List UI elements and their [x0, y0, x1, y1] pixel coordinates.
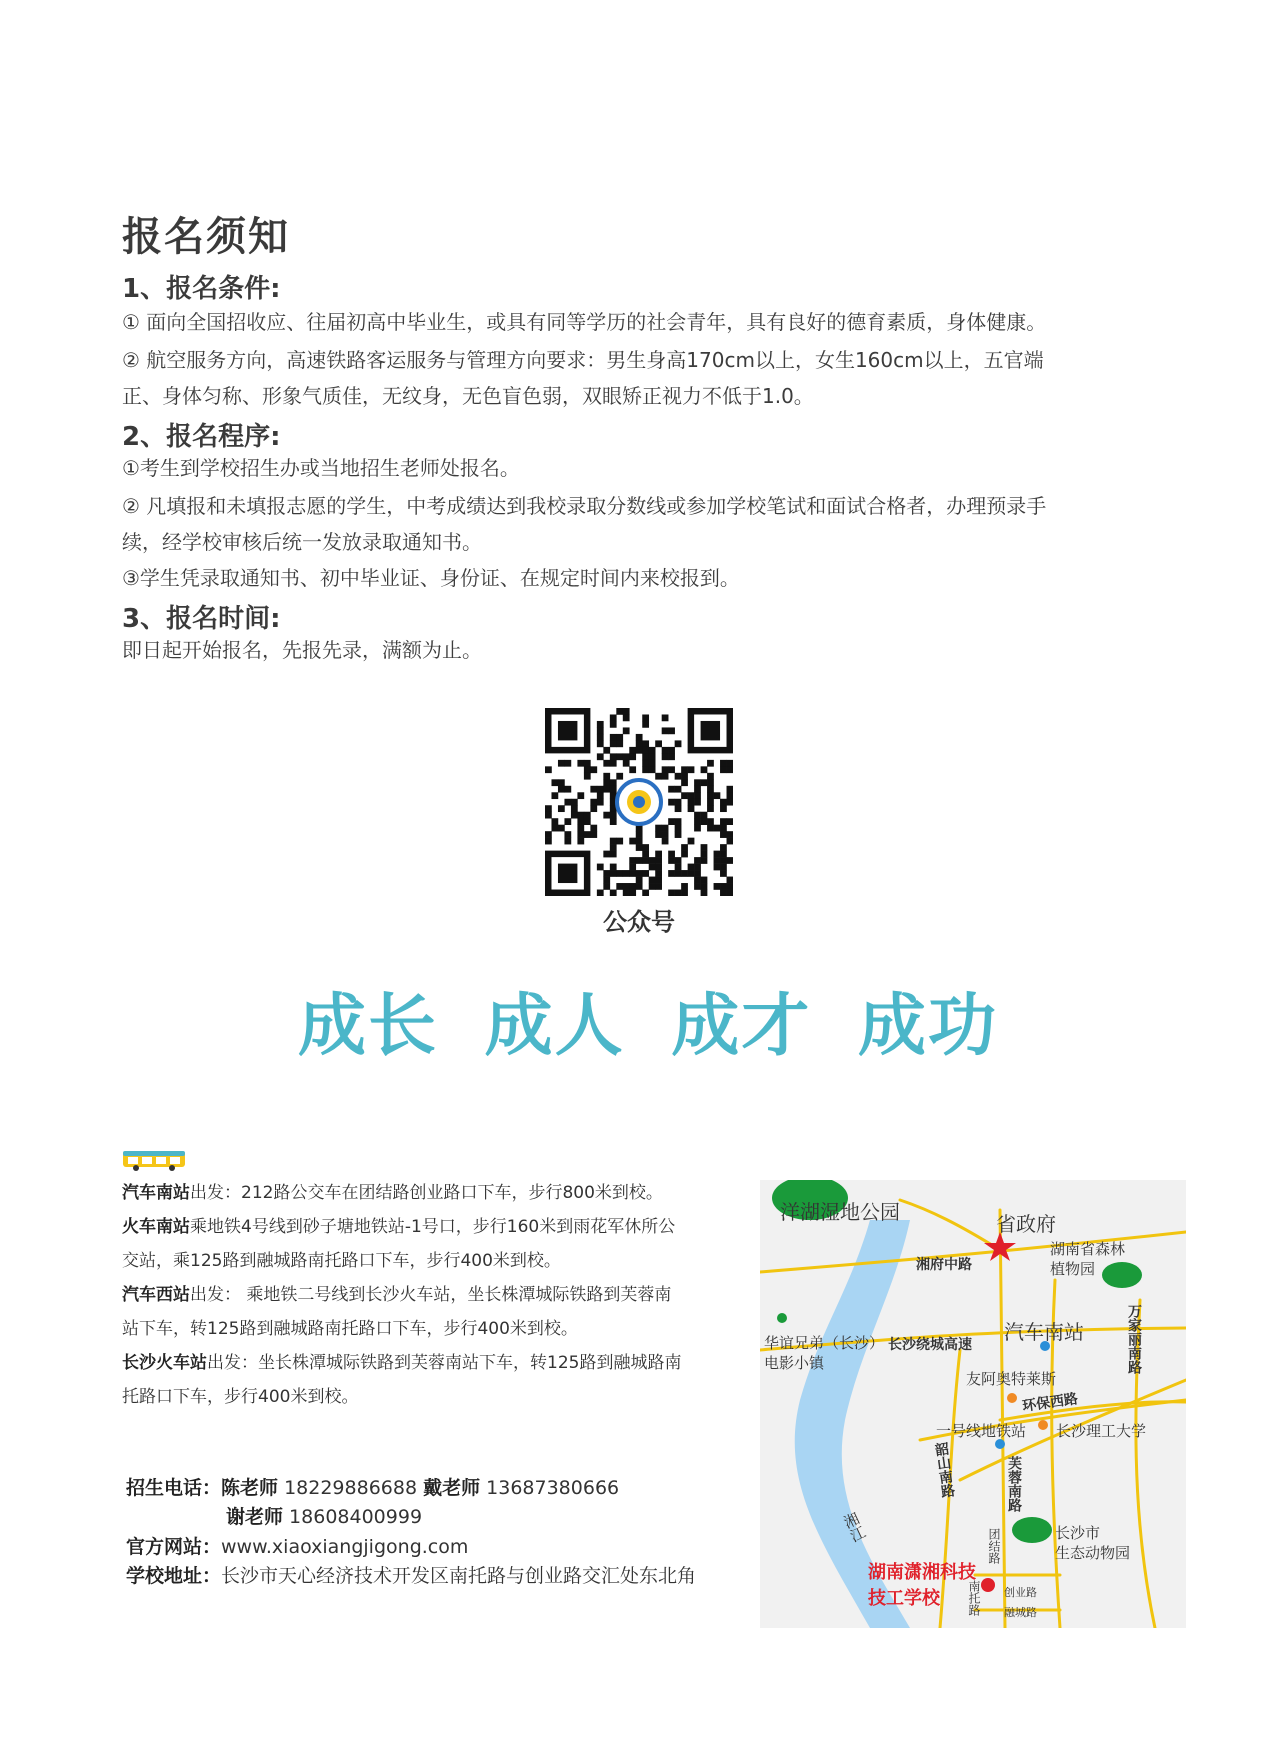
section-heading-procedure: 2、报名程序:	[122, 422, 281, 452]
paragraph: 续，经学校审核后统一发放录取通知书。	[122, 530, 482, 554]
map-label-road: 南托路	[967, 1580, 981, 1616]
park-shape	[1102, 1262, 1142, 1288]
road-shape	[900, 1200, 1000, 1250]
phone-number[interactable]: 18608400999	[283, 1506, 423, 1528]
qr-caption: 公众号	[603, 908, 675, 936]
route-station: 汽车西站	[122, 1285, 190, 1305]
route-text: 站下车，转125路到融城路南托路口下车，步行400米到校。	[122, 1319, 578, 1339]
phone-number[interactable]: 18229886688	[278, 1477, 424, 1499]
route-item	[122, 1176, 742, 1210]
contact-label: 官方网站：	[126, 1536, 222, 1558]
page-title: 报名须知	[122, 214, 290, 260]
contact-address-row	[126, 1561, 696, 1591]
teacher-name: 陈老师	[221, 1477, 279, 1499]
map-label-road: 融城路	[1004, 1606, 1037, 1619]
route-station: 火车南站	[122, 1217, 190, 1237]
map-label-university: 长沙理工大学	[1056, 1422, 1147, 1440]
route-text: 出发： 乘地铁二号线到长沙火车站，坐长株潭城际铁路到芙蓉南	[190, 1285, 672, 1305]
phone-number[interactable]: 13687380666	[480, 1477, 620, 1499]
section-heading-conditions: 1、报名条件:	[122, 274, 281, 304]
map-label-bus-station: 汽车南站	[1004, 1320, 1084, 1344]
paragraph: ③学生凭录取通知书、初中毕业证、身份证、在规定时间内来校报到。	[122, 566, 740, 590]
map-label-road: 湘府中路	[916, 1257, 972, 1273]
qr-code[interactable]	[545, 708, 733, 896]
slogan-word: 成功	[857, 987, 998, 1066]
paragraph: ② 凡填报和未填报志愿的学生，中考成绩达到我校录取分数线或参加学校笔试和面试合格者，办理预录手	[122, 494, 1047, 518]
map-label-park: 洋湖湿地公园	[780, 1200, 900, 1224]
map-label-road: 万家丽南路	[1126, 1304, 1142, 1374]
map-label-film: 华谊兄弟（长沙）	[764, 1334, 885, 1352]
route-text: 托路口下车，步行400米到校。	[122, 1387, 359, 1407]
school-marker	[981, 1578, 995, 1592]
route-station: 长沙火车站	[122, 1353, 207, 1373]
park-dot	[777, 1313, 787, 1323]
university-marker	[1038, 1420, 1048, 1430]
route-item	[122, 1278, 742, 1346]
route-station: 汽车南站	[122, 1183, 190, 1203]
map-label-metro: 一号线地铁站	[936, 1422, 1027, 1440]
map-label-road: 团结路	[987, 1528, 1001, 1564]
contact-label: 学校地址：	[126, 1565, 222, 1587]
paragraph: ① 面向全国招收应、往届初高中毕业生，或具有同等学历的社会青年，具有良好的德育素质，身体健康。	[122, 310, 1047, 334]
address-text: 长沙市天心经济技术开发区南托路与创业路交汇处东北角	[221, 1565, 697, 1587]
map-label-school: 湖南潇湘科技	[868, 1562, 976, 1583]
map-label-school: 技工学校	[868, 1588, 940, 1609]
route-item	[122, 1210, 742, 1278]
outlets-marker	[1007, 1393, 1017, 1403]
route-text: 乘地铁4号线到砂子塘地铁站-1号口，步行160米到雨花军休所公	[190, 1217, 676, 1237]
teacher-name: 谢老师	[226, 1506, 284, 1528]
contact-phone-row	[226, 1502, 422, 1532]
map-label-river: 湘江	[839, 1509, 869, 1545]
route-text: 交站，乘125路到融城路南托路口下车，步行400米到校。	[122, 1251, 561, 1271]
route-text: 出发：坐长株潭城际铁路到芙蓉南站下车，转125路到融城路南	[207, 1353, 682, 1373]
map-label-gov: 省政府	[996, 1212, 1056, 1236]
map-label-forest: 湖南省森林	[1050, 1240, 1126, 1258]
website-link[interactable]: www.xiaoxiangjigong.com	[221, 1536, 469, 1558]
slogan-word: 成长	[298, 987, 439, 1066]
map-label-road: 韶山南路	[932, 1441, 956, 1499]
map-label-road: 创业路	[1004, 1586, 1037, 1599]
map-label-road: 芙蓉南路	[1006, 1456, 1022, 1512]
map-label-outlets: 友阿奥特莱斯	[966, 1370, 1057, 1388]
map-label-forest: 植物园	[1050, 1260, 1096, 1278]
paragraph: 即日起开始报名，先报先录，满额为止。	[122, 638, 482, 662]
slogan	[298, 972, 998, 1069]
slogan-word: 成才	[671, 987, 812, 1066]
map-label-road: 长沙绕城高速	[888, 1337, 972, 1353]
bus-icon	[122, 1150, 186, 1172]
map-label-film: 电影小镇	[764, 1354, 825, 1372]
route-text: 出发：212路公交车在团结路创业路口下车，步行800米到校。	[190, 1183, 663, 1203]
park-shape	[1012, 1517, 1052, 1543]
map-label-road: 环保西路	[1021, 1391, 1079, 1415]
section-heading-time: 3、报名时间:	[122, 604, 281, 634]
paragraph: 正、身体匀称、形象气质佳，无纹身，无色盲色弱，双眼矫正视力不低于1.0。	[122, 384, 814, 408]
map-label-zoo: 生态动物园	[1055, 1544, 1131, 1562]
slogan-word: 成人	[484, 987, 625, 1066]
contact-label: 招生电话：	[126, 1477, 222, 1499]
route-item	[122, 1346, 742, 1414]
teacher-name: 戴老师	[423, 1477, 481, 1499]
qr-code-image	[545, 708, 733, 896]
contact-website-row	[126, 1532, 468, 1562]
contact-phone-row	[126, 1473, 619, 1503]
location-map	[760, 1180, 1186, 1628]
paragraph: ② 航空服务方向，高速铁路客运服务与管理方向要求：男生身高170cm以上，女生160cm以上，五官端	[122, 348, 1044, 372]
paragraph: ①考生到学校招生办或当地招生老师处报名。	[122, 456, 520, 480]
map-label-zoo: 长沙市	[1055, 1524, 1101, 1542]
